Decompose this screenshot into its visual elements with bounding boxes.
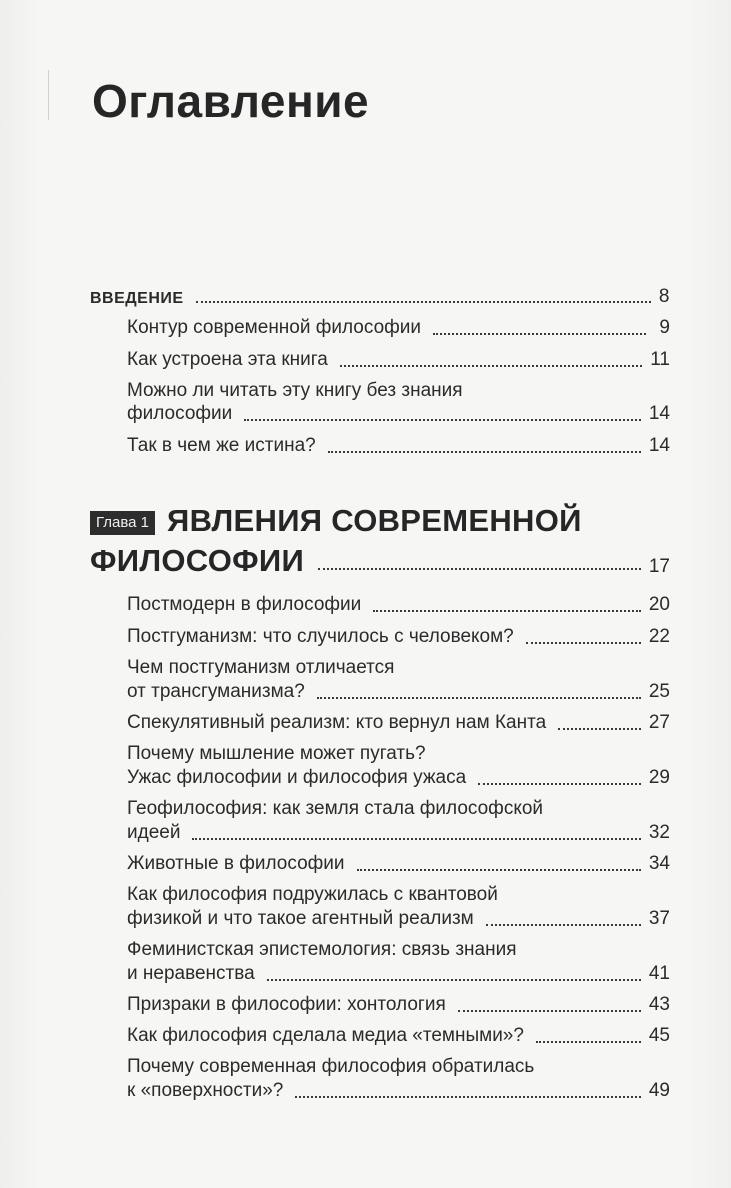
toc-entry-title-line: Чем постгуманизм отличается: [127, 657, 395, 678]
dot-leader: [558, 728, 641, 730]
toc-entry-page: 20: [648, 594, 670, 615]
toc-entry-page: 14: [648, 403, 670, 424]
toc-entry: [127, 993, 670, 1017]
toc-entry: [127, 434, 670, 458]
dot-leader: [340, 365, 642, 367]
toc-entry-title: философии: [127, 403, 233, 424]
toc-entry-title: Так в чем же истина?: [127, 435, 316, 456]
toc-intro-heading: [90, 286, 670, 308]
toc-entry-title: Животные в философии: [127, 853, 345, 874]
toc-entry-title-line: Как философия подружилась с квантовой: [127, 884, 498, 905]
toc-entry: [127, 402, 670, 426]
toc-entry-title: Контур современной философии: [127, 317, 422, 338]
dot-leader: [244, 419, 641, 421]
toc-entry-title: Постгуманизм: что случилось с человеком?: [127, 626, 514, 647]
toc-entry-page: 22: [648, 626, 670, 647]
toc-entry-title-line: Геофилософия: как земля стала философской: [127, 798, 544, 819]
dot-leader: [478, 783, 641, 785]
toc-entry-page: 14: [648, 435, 670, 456]
toc-entry-title: Спекулятивный реализм: кто вернул нам Канта: [127, 712, 547, 733]
toc-entry-page: 49: [648, 1080, 670, 1101]
toc-entry-title-line: Можно ли читать эту книгу без знания: [127, 380, 463, 401]
toc-entry: [127, 852, 670, 876]
chapter-title-line2: ФИЛОСОФИИ: [90, 543, 305, 578]
dot-leader: [536, 1041, 641, 1043]
dot-leader: [373, 610, 641, 612]
toc-entry-page: 27: [648, 712, 670, 733]
toc-entry-title-line: Почему мышление может пугать?: [127, 743, 426, 764]
toc-entry-title: к «поверхности»?: [127, 1080, 284, 1101]
toc-entry-page: 32: [648, 822, 670, 843]
toc-entry-page: 29: [648, 767, 670, 788]
toc-entry: [127, 625, 670, 649]
chapter-title-row: [90, 543, 670, 579]
toc-entry: [127, 680, 670, 704]
toc-entry: [127, 593, 670, 617]
dot-leader: [295, 1096, 641, 1098]
intro-heading-text: ВВЕДЕНИЕ: [90, 290, 184, 307]
dot-leader: [433, 333, 646, 335]
toc-entry-title: Постмодерн в философии: [127, 594, 362, 615]
dot-leader: [328, 451, 641, 453]
toc-entry-page: 11: [650, 349, 670, 370]
toc-entry-title-line: Почему современная философия обратилась: [127, 1056, 535, 1077]
toc-entry: [127, 962, 670, 986]
toc-entry-title: идеей: [127, 822, 181, 843]
toc-entry-title: и неравенства: [127, 963, 255, 984]
toc-entry-page: 37: [648, 908, 670, 929]
toc-entry-title: физикой и что такое агентный реализм: [127, 908, 474, 929]
toc-entry-title: Как устроена эта книга: [127, 349, 328, 370]
chapter-title-line1: ЯВЛЕНИЯ СОВРЕМЕННОЙ: [167, 503, 582, 538]
gutter-line: [48, 70, 49, 120]
toc-entry-title: Ужас философии и философия ужаса: [127, 767, 467, 788]
toc-entry-page: 41: [648, 963, 670, 984]
toc-entry: [127, 766, 670, 790]
toc-entry: [127, 1024, 670, 1048]
dot-leader: [357, 869, 641, 871]
chapter-label: Глава 1: [90, 511, 155, 535]
toc-entry: [127, 316, 670, 340]
toc-entry-title: Призраки в философии: хонтология: [127, 994, 446, 1015]
dot-leader: [267, 979, 641, 981]
toc-entry: [127, 711, 670, 735]
toc-entry-page: 25: [648, 681, 670, 702]
chapter-page-number: 17: [648, 556, 670, 577]
dot-leader: [318, 568, 641, 570]
toc-entry-page: 34: [648, 853, 670, 874]
toc-entry: [127, 821, 670, 845]
toc-entry-page: 9: [659, 317, 670, 338]
toc-entry: [127, 348, 670, 372]
toc-entry-title: Как философия сделала медиа «темными»?: [127, 1025, 524, 1046]
dot-leader: [526, 642, 641, 644]
intro-page-number: 8: [658, 286, 670, 307]
dot-leader: [196, 301, 651, 303]
toc-entry: [127, 907, 670, 931]
dot-leader: [486, 924, 641, 926]
page-title: Оглавление: [92, 75, 370, 127]
dot-leader: [317, 697, 641, 699]
toc-entry-page: 43: [648, 994, 670, 1015]
toc-entry-title-line: Феминистская эпистемология: связь знания: [127, 939, 517, 960]
dot-leader: [192, 838, 640, 840]
toc-entry: [127, 1079, 670, 1103]
toc-entry-title: от трансгуманизма?: [127, 681, 305, 702]
dot-leader: [458, 1010, 641, 1012]
toc-entry-page: 45: [648, 1025, 670, 1046]
